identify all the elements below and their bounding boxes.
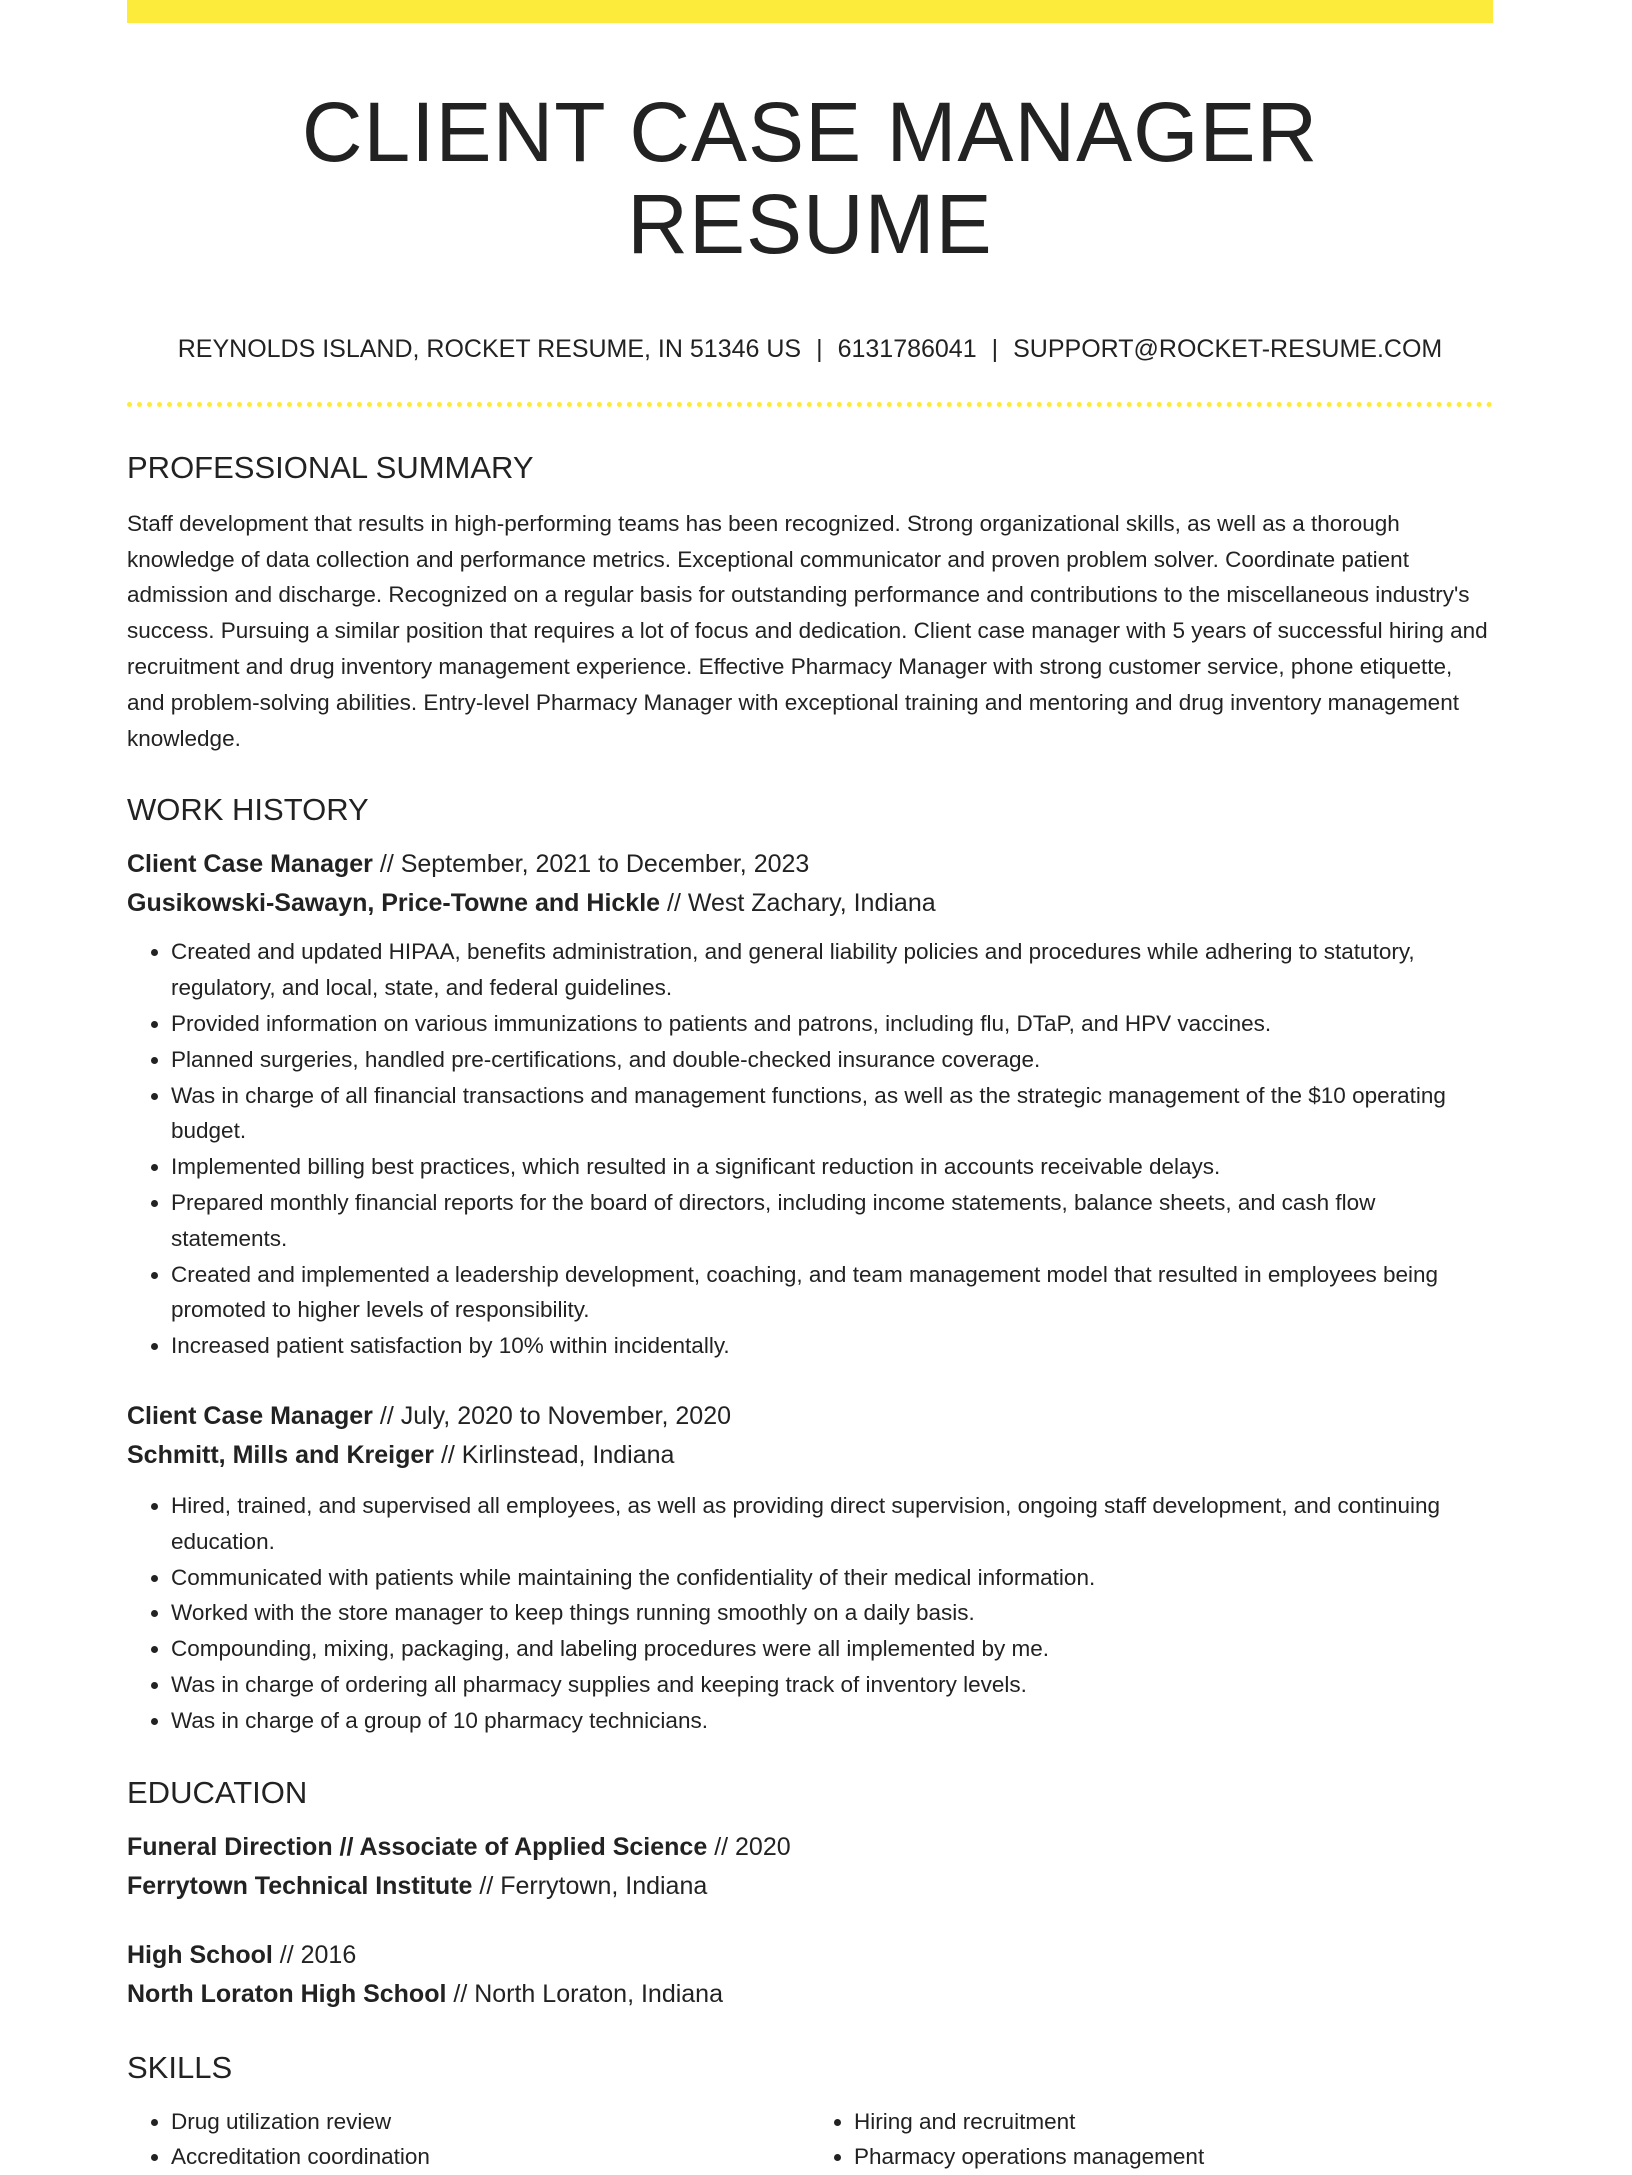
contact-address: REYNOLDS ISLAND, ROCKET RESUME, IN 51346 US	[178, 335, 801, 363]
job-entry	[127, 1397, 1493, 1739]
skills-column-left	[127, 2104, 810, 2175]
skills-heading: SKILLS	[127, 2052, 1493, 2083]
contact-separator: |	[816, 337, 823, 362]
skill-item: • Hiring and recruitment	[854, 2104, 1493, 2140]
job-dates: // September, 2021 to December, 2023	[373, 850, 809, 878]
skills-list	[127, 2104, 1493, 2175]
job-title-line	[127, 1397, 1493, 1436]
job-bullets	[127, 934, 1493, 1364]
contact-phone: 6131786041	[838, 335, 977, 363]
job-company-line	[127, 884, 1493, 923]
list-item: • Was in charge of ordering all pharmacy supplies and keeping track of inventory levels.	[171, 1667, 1493, 1703]
education-school: North Loraton High School	[127, 1980, 446, 2008]
job-company: Schmitt, Mills and Kreiger	[127, 1441, 434, 1469]
skill-item: • Accreditation coordination	[171, 2139, 810, 2175]
education-entry	[127, 1828, 1493, 1906]
summary-heading: PROFESSIONAL SUMMARY	[127, 452, 1493, 483]
contact-separator: |	[992, 337, 999, 362]
education-degree-line	[127, 1828, 1493, 1867]
education-school-line	[127, 1975, 1493, 2014]
list-item: • Was in charge of a group of 10 pharmacy technicians.	[171, 1703, 1493, 1739]
resume-page	[127, 0, 1493, 2175]
skill-item: • Drug utilization review	[171, 2104, 810, 2140]
education-year: // 2016	[273, 1941, 356, 1969]
contact-email: SUPPORT@ROCKET-RESUME.COM	[1013, 335, 1442, 363]
education-degree: Funeral Direction // Associate of Applied Science	[127, 1833, 707, 1861]
contact-line	[127, 337, 1493, 362]
list-item: • Increased patient satisfaction by 10% within incidentally.	[171, 1328, 1493, 1364]
education-year: // 2020	[707, 1833, 790, 1861]
job-entry	[127, 845, 1493, 1364]
education-school-line	[127, 1867, 1493, 1906]
list-item: • Worked with the store manager to keep things running smoothly on a daily basis.	[171, 1595, 1493, 1631]
work-history-heading: WORK HISTORY	[127, 794, 1493, 825]
job-role: Client Case Manager	[127, 1402, 373, 1430]
dotted-divider	[127, 402, 1493, 407]
list-item: • Planned surgeries, handled pre-certifications, and double-checked insurance coverage.	[171, 1042, 1493, 1078]
list-item: • Compounding, mixing, packaging, and labeling procedures were all implemented by me.	[171, 1631, 1493, 1667]
list-item: • Was in charge of all financial transactions and management functions, as well as the strategic management of the $10 operating budget.	[171, 1078, 1493, 1150]
list-item: • Hired, trained, and supervised all employees, as well as providing direct supervision, ongoing staff development, and continuing education.	[171, 1488, 1493, 1560]
education-location: // North Loraton, Indiana	[446, 1980, 723, 2008]
education-location: // Ferrytown, Indiana	[472, 1872, 707, 1900]
education-heading: EDUCATION	[127, 1777, 1493, 1808]
education-degree-line	[127, 1936, 1493, 1975]
list-item: • Prepared monthly financial reports for the board of directors, including income statements, balance sheets, and cash flow statements.	[171, 1185, 1493, 1257]
skills-column-right	[810, 2104, 1493, 2175]
job-bullets	[127, 1488, 1493, 1739]
job-company-line	[127, 1436, 1493, 1475]
job-company: Gusikowski-Sawayn, Price-Towne and Hickle	[127, 889, 660, 917]
job-role: Client Case Manager	[127, 850, 373, 878]
job-title-line	[127, 845, 1493, 884]
education-school: Ferrytown Technical Institute	[127, 1872, 472, 1900]
top-accent-bar	[127, 0, 1493, 23]
list-item: • Communicated with patients while maintaining the confidentiality of their medical information.	[171, 1560, 1493, 1596]
job-location: // Kirlinstead, Indiana	[434, 1441, 674, 1469]
list-item: • Provided information on various immunizations to patients and patrons, including flu, DTaP, and HPV vaccines.	[171, 1006, 1493, 1042]
list-item: • Created and updated HIPAA, benefits administration, and general liability policies and procedures while adhering to statutory, regulatory, and local, state, and federal guidelines.	[171, 934, 1493, 1006]
education-entry	[127, 1936, 1493, 2014]
job-dates: // July, 2020 to November, 2020	[373, 1402, 731, 1430]
job-location: // West Zachary, Indiana	[660, 889, 936, 917]
list-item: • Implemented billing best practices, which resulted in a significant reduction in accounts receivable delays.	[171, 1149, 1493, 1185]
skill-item: • Pharmacy operations management	[854, 2139, 1493, 2175]
summary-text: Staff development that results in high-performing teams has been recognized. Strong organizational skills, as well as a thorough knowledge of data collection and performance metrics. Exceptional communicator and proven problem solver. Coordinate patient admission and discharge. Recognized on a regular basis for outstanding performance and contributions to the miscellaneous industry's success. Pursuing a similar position that requires a lot of focus and dedication. Client case manager with 5 years of successful hiring and recruitment and drug inventory management experience. Effective Pharmacy Manager with strong customer service, phone etiquette, and problem-solving abilities. Entry-level Pharmacy Manager with exceptional training and mentoring and drug inventory management knowledge.	[127, 506, 1493, 757]
resume-title: CLIENT CASE MANAGER RESUME	[127, 86, 1493, 271]
education-degree: High School	[127, 1941, 273, 1969]
list-item: • Created and implemented a leadership development, coaching, and team management model that resulted in employees being promoted to higher levels of responsibility.	[171, 1257, 1493, 1329]
